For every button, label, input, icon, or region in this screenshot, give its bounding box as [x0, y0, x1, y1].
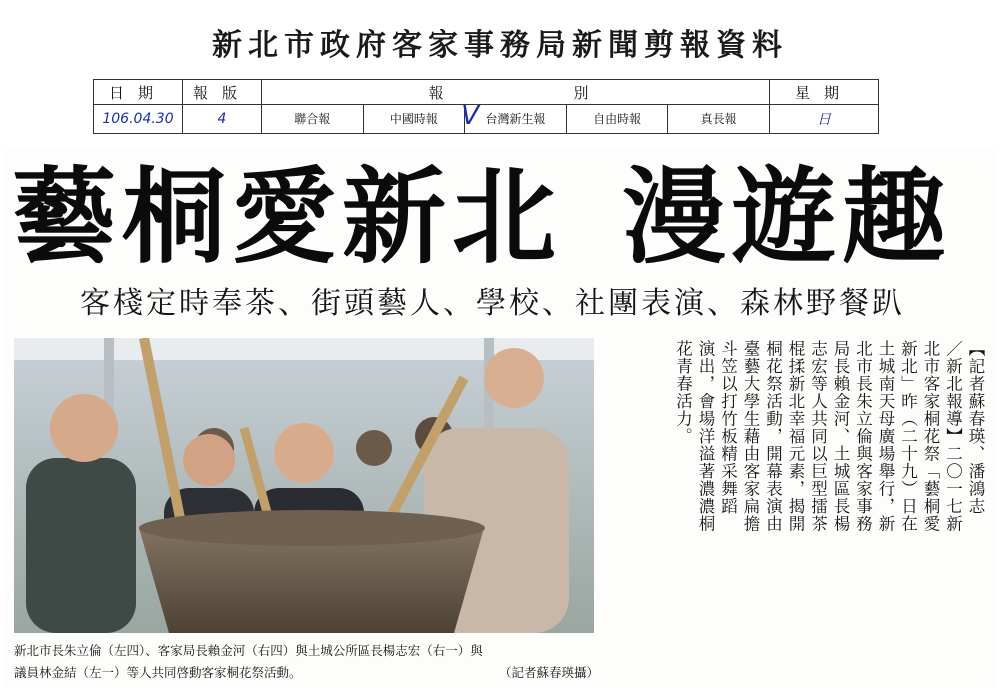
headline-left: 藝桐愛新北 — [12, 156, 563, 278]
text-line: ／新北報導】二〇一七新 — [943, 340, 963, 533]
photo-illustration — [14, 338, 594, 633]
paper-item-label: 台灣新生報 — [485, 112, 546, 126]
weekday-value: 日 — [770, 105, 879, 134]
paper-item: 中國時報 — [363, 105, 465, 133]
page-value: 4 — [183, 105, 262, 134]
text-line: 北市長朱立倫與客家事務 — [853, 340, 873, 533]
page-header: 報版 — [183, 80, 262, 105]
photo-credit: （記者蘇春瑛攝） — [498, 665, 599, 680]
article-body — [608, 340, 986, 640]
date-header: 日期 — [94, 80, 183, 105]
subheadline: 客棧定時奉茶、街頭藝人、學校、社團表演、森林野餐趴 — [80, 286, 905, 321]
headline — [12, 157, 982, 277]
text-line: 志宏等人共同以巨型擂茶 — [808, 340, 828, 533]
text-line: 斗笠以打竹板精采舞蹈 — [718, 340, 738, 515]
photo-caption — [14, 640, 599, 684]
text-line: 土城南天母廣場舉行，新 — [876, 340, 895, 533]
paper-item: 自由時報 — [566, 105, 668, 133]
paper-list — [262, 101, 769, 133]
paper-item-checked — [461, 101, 566, 133]
caption-line: 議員林金結（左一）等人共同啓動客家桐花祭活動。 — [14, 665, 302, 680]
caption-line: 新北市長朱立倫（左四）、客家局長賴金河（右四）與土城公所區長楊志宏（右一）與 — [14, 643, 483, 658]
text-line: 臺藝大學生藉由客家扁擔 — [741, 340, 760, 533]
headline-right: 漫遊趣 — [622, 156, 953, 278]
weekday-header: 星期 — [770, 80, 879, 105]
article-photo — [14, 338, 594, 633]
text-column — [671, 340, 986, 640]
clipping-info-table — [93, 79, 879, 134]
papers-header: 報 別 — [262, 80, 770, 105]
text-line: 棍揉新北幸福元素，揭開 — [786, 340, 805, 533]
document-title: 新北市政府客家事務局新聞剪報資料 — [212, 28, 788, 63]
paper-item: 真長報 — [667, 105, 769, 133]
date-value: 106.04.30 — [94, 105, 183, 134]
text-line: 桐花祭活動，開幕表演由 — [763, 340, 783, 533]
text-line: 【記者蘇春瑛、潘鴻志 — [966, 340, 985, 515]
paper-item: 聯合報 — [294, 112, 331, 126]
text-line: 局長賴金河、土城區長楊 — [831, 340, 850, 533]
text-line: 花青春活力。 — [673, 340, 693, 445]
text-line: 北市客家桐花祭「藝桐愛 — [921, 340, 940, 533]
text-line: 演出，會場洋溢著濃濃桐 — [696, 340, 715, 533]
text-line: 新北」昨（二十九）日在 — [898, 340, 918, 533]
check-mark: V — [461, 101, 479, 131]
